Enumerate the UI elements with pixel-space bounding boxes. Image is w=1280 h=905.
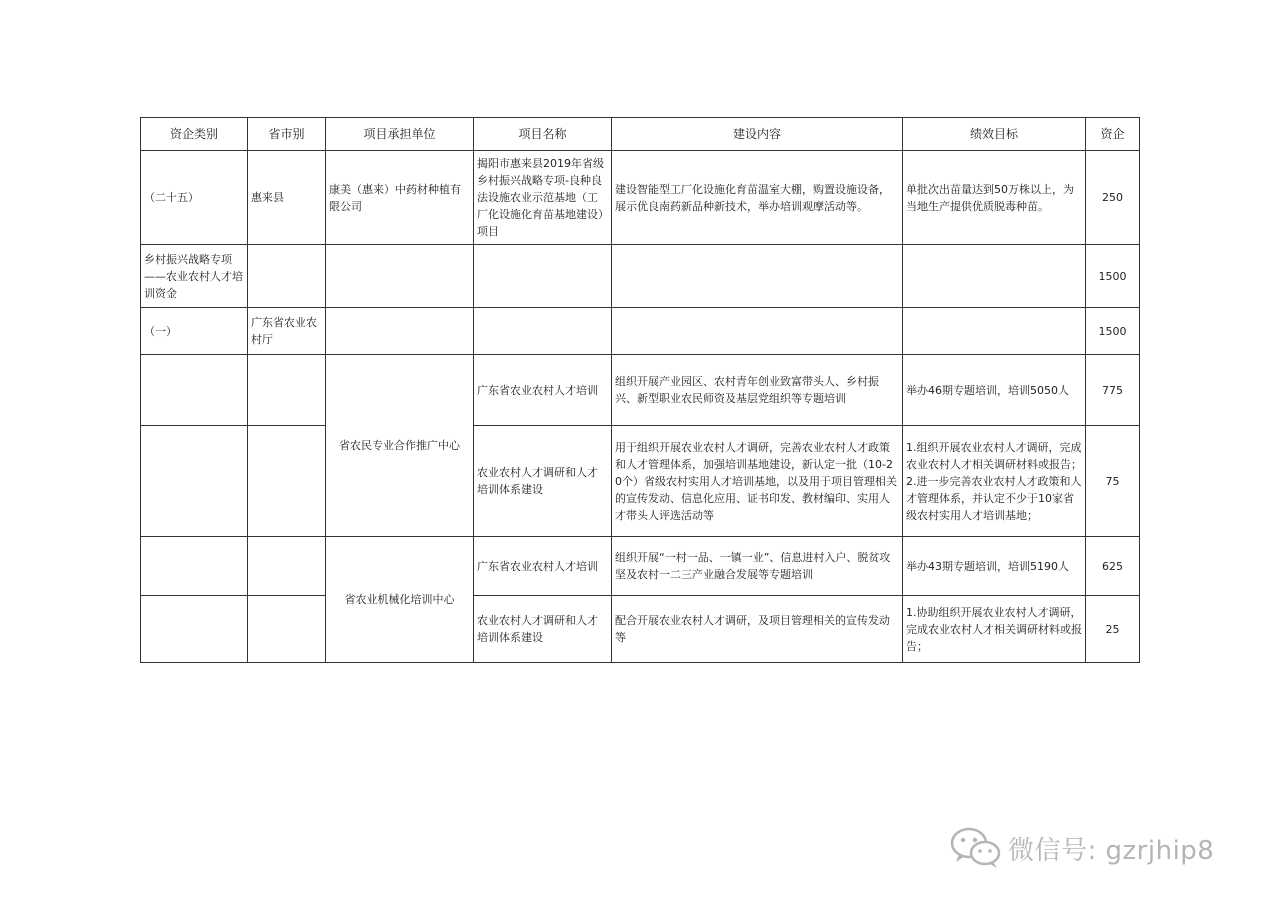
header-unit: 项目承担单位	[326, 118, 474, 151]
cell-city	[248, 426, 326, 537]
watermark	[950, 826, 1214, 870]
cell-fund: 75	[1086, 426, 1140, 537]
header-fund: 资企	[1086, 118, 1140, 151]
table-row	[141, 245, 1140, 308]
header-city: 省市别	[248, 118, 326, 151]
cell-category	[141, 426, 248, 537]
cell-unit: 康美（惠来）中药材种植有限公司	[326, 151, 474, 245]
header-content: 建设内容	[612, 118, 903, 151]
cell-category: 乡村振兴战略专项——农业农村人才培训资金	[141, 245, 248, 308]
cell-project: 广东省农业农村人才培训	[474, 355, 612, 426]
cell-unit: 省农业机械化培训中心	[326, 537, 474, 663]
cell-project: 农业农村人才调研和人才培训体系建设	[474, 596, 612, 663]
header-fund-category: 资企类别	[141, 118, 248, 151]
cell-project: 广东省农业农村人才培训	[474, 537, 612, 596]
cell-category	[141, 596, 248, 663]
cell-fund: 250	[1086, 151, 1140, 245]
cell-target	[903, 308, 1086, 355]
cell-category: （二十五）	[141, 151, 248, 245]
table-header-row	[141, 118, 1140, 151]
cell-content: 建设智能型工厂化设施化育苗温室大棚，购置设施设备，展示优良南药新品种新技术，举办培训观摩活动等。	[612, 151, 903, 245]
wechat-logo-icon	[950, 826, 1002, 870]
table-row	[141, 596, 1140, 663]
cell-category: （一）	[141, 308, 248, 355]
header-target: 绩效目标	[903, 118, 1086, 151]
cell-unit: 省农民专业合作推广中心	[326, 355, 474, 537]
cell-target: 1.协助组织开展农业农村人才调研，完成农业农村人才相关调研材料或报告；	[903, 596, 1086, 663]
cell-content	[612, 245, 903, 308]
table-row	[141, 537, 1140, 596]
cell-city	[248, 245, 326, 308]
cell-fund: 625	[1086, 537, 1140, 596]
cell-city: 惠来县	[248, 151, 326, 245]
cell-city: 广东省农业农村厅	[248, 308, 326, 355]
cell-target: 1.组织开展农业农村人才调研，完成农业农村人才相关调研材料或报告；2.进一步完善农业农村人才政策和人才管理体系，并认定不少于10家省级农村实用人才培训基地；	[903, 426, 1086, 537]
cell-city	[248, 596, 326, 663]
cell-content: 用于组织开展农业农村人才调研，完善农业农村人才政策和人才管理体系，加强培训基地建设，新认定一批（10-20个）省级农村实用人才培训基地，以及用于项目管理相关的宣传发动、信息化应用、证书印发、教材编印、实用人才带头人评选活动等	[612, 426, 903, 537]
cell-fund: 25	[1086, 596, 1140, 663]
cell-content	[612, 308, 903, 355]
cell-unit	[326, 308, 474, 355]
cell-project	[474, 245, 612, 308]
cell-content: 配合开展农业农村人才调研，及项目管理相关的宣传发动等	[612, 596, 903, 663]
cell-unit	[326, 245, 474, 308]
cell-target: 单批次出苗量达到50万株以上，为当地生产提供优质脱毒种苗。	[903, 151, 1086, 245]
cell-fund: 1500	[1086, 245, 1140, 308]
cell-fund: 775	[1086, 355, 1140, 426]
cell-target: 举办46期专题培训，培训5050人	[903, 355, 1086, 426]
table-row	[141, 426, 1140, 537]
cell-project	[474, 308, 612, 355]
watermark-text: 微信号: gzrjhip8	[1008, 835, 1215, 866]
funding-table	[140, 117, 1140, 663]
cell-city	[248, 355, 326, 426]
cell-target	[903, 245, 1086, 308]
cell-project: 农业农村人才调研和人才培训体系建设	[474, 426, 612, 537]
cell-category	[141, 355, 248, 426]
table-row	[141, 355, 1140, 426]
table-row	[141, 308, 1140, 355]
table-row	[141, 151, 1140, 245]
cell-content: 组织开展产业园区、农村青年创业致富带头人、乡村振兴、新型职业农民师资及基层党组织等专题培训	[612, 355, 903, 426]
cell-target: 举办43期专题培训，培训5190人	[903, 537, 1086, 596]
cell-city	[248, 537, 326, 596]
cell-content: 组织开展“一村一品、一镇一业”、信息进村入户、脱贫攻坚及农村一二三产业融合发展等专题培训	[612, 537, 903, 596]
header-project: 项目名称	[474, 118, 612, 151]
cell-category	[141, 537, 248, 596]
cell-fund: 1500	[1086, 308, 1140, 355]
cell-project: 揭阳市惠来县2019年省级乡村振兴战略专项-良种良法设施农业示范基地（工厂化设施化育苗基地建设）项目	[474, 151, 612, 245]
